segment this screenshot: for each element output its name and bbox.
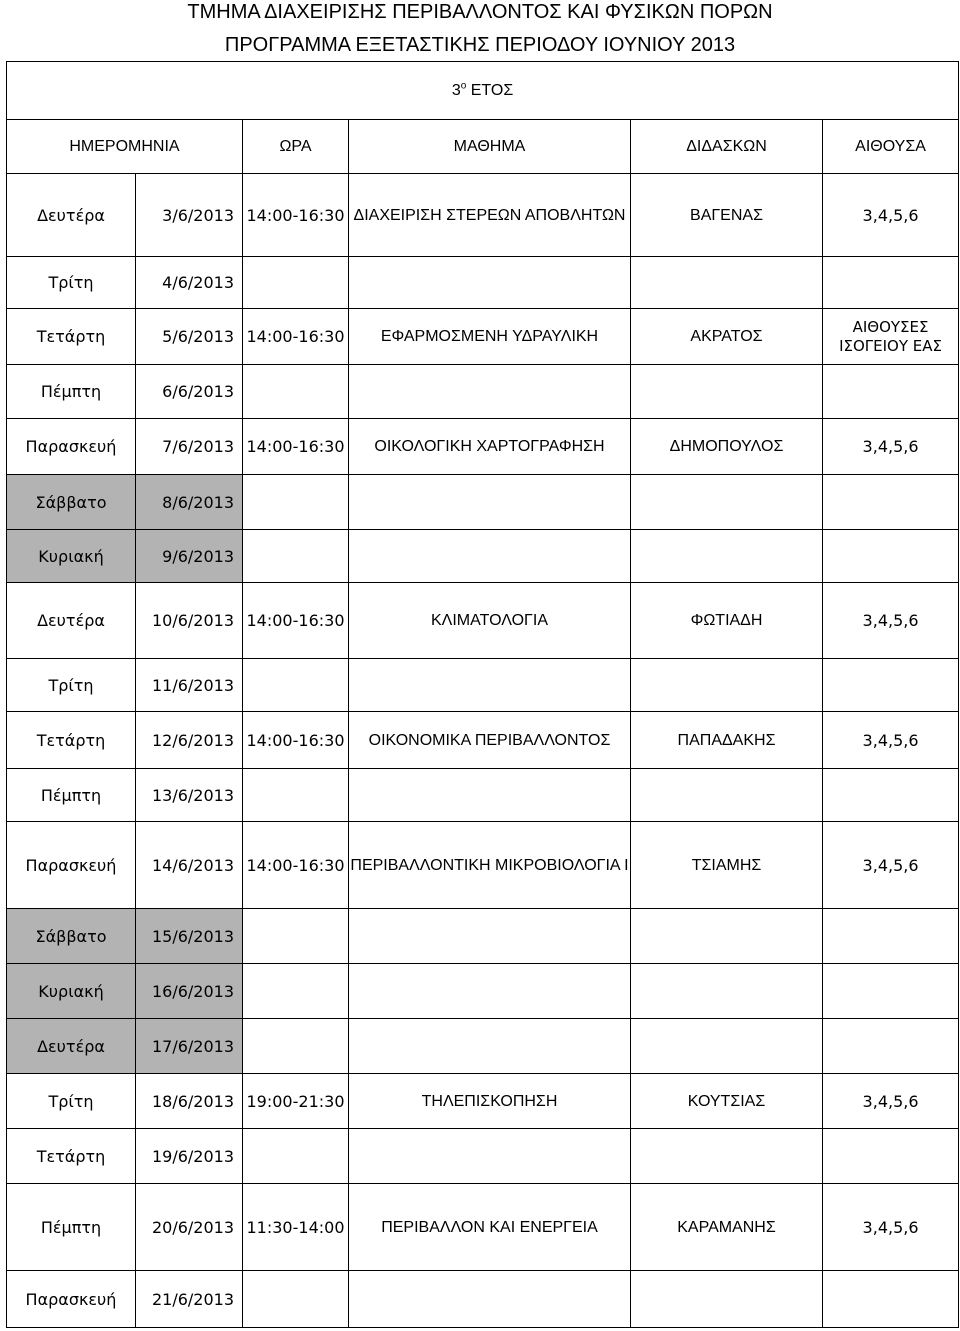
table-row: [7, 257, 959, 309]
date-cell: 11/6/2013: [136, 659, 243, 712]
date-cell: 9/6/2013: [136, 530, 243, 583]
table-row: [7, 1074, 959, 1129]
date-cell: 3/6/2013: [136, 174, 243, 257]
day-cell: Σάββατο: [7, 475, 136, 530]
day-cell: Τετάρτη: [7, 309, 136, 365]
room-cell: [823, 309, 959, 365]
table-row: [7, 174, 959, 257]
course-cell: ΕΦΑΡΜΟΣΜΕΝΗ ΥΔΡΑΥΛΙΚΗ: [349, 309, 631, 365]
course-cell: [349, 257, 631, 309]
date-cell: 19/6/2013: [136, 1129, 243, 1184]
teacher-cell: ΠΑΠΑΔΑΚΗΣ: [631, 712, 823, 769]
time-cell: [243, 1271, 349, 1328]
day-cell: Παρασκευή: [7, 1271, 136, 1328]
time-cell: [243, 365, 349, 419]
course-cell: [349, 1129, 631, 1184]
date-cell: 16/6/2013: [136, 964, 243, 1019]
course-cell: [349, 530, 631, 583]
room-cell: [823, 475, 959, 530]
room-cell: [823, 365, 959, 419]
header-time: ΩΡΑ: [243, 120, 349, 174]
teacher-cell: [631, 769, 823, 822]
day-cell: Πέμπτη: [7, 1184, 136, 1271]
table-row: [7, 964, 959, 1019]
course-cell: ΟΙΚΟΝΟΜΙΚΑ ΠΕΡΙΒΑΛΛΟΝΤΟΣ: [349, 712, 631, 769]
day-cell: Σάββατο: [7, 909, 136, 964]
teacher-cell: [631, 475, 823, 530]
day-cell: Τρίτη: [7, 257, 136, 309]
teacher-cell: ΒΑΓΕΝΑΣ: [631, 174, 823, 257]
teacher-cell: [631, 964, 823, 1019]
course-cell: ΠΕΡΙΒΑΛΛΟΝ ΚΑΙ ΕΝΕΡΓΕΙΑ: [349, 1184, 631, 1271]
day-cell: Τετάρτη: [7, 712, 136, 769]
course-cell: [349, 964, 631, 1019]
time-cell: 14:00-16:30: [243, 419, 349, 475]
date-cell: 14/6/2013: [136, 822, 243, 909]
day-cell: Δευτέρα: [7, 174, 136, 257]
year-number: 3: [451, 82, 461, 99]
table-row: [7, 909, 959, 964]
course-cell: ΤΗΛΕΠΙΣΚΟΠΗΣΗ: [349, 1074, 631, 1129]
room-cell: 3,4,5,6: [823, 1184, 959, 1271]
course-cell: ΚΛΙΜΑΤΟΛΟΓΙΑ: [349, 583, 631, 659]
teacher-cell: [631, 530, 823, 583]
date-cell: 20/6/2013: [136, 1184, 243, 1271]
time-cell: [243, 530, 349, 583]
course-cell: [349, 365, 631, 419]
room-cell: [823, 1019, 959, 1074]
teacher-cell: ΔΗΜΟΠΟΥΛΟΣ: [631, 419, 823, 475]
column-header-row: [7, 120, 959, 174]
teacher-cell: [631, 1271, 823, 1328]
time-cell: [243, 769, 349, 822]
time-cell: [243, 659, 349, 712]
teacher-cell: [631, 659, 823, 712]
time-cell: [243, 909, 349, 964]
room-cell: [823, 964, 959, 1019]
day-cell: Παρασκευή: [7, 822, 136, 909]
day-cell: Πέμπτη: [7, 365, 136, 419]
date-cell: 8/6/2013: [136, 475, 243, 530]
schedule-title: ΠΡΟΓΡΑΜΜΑ ΕΞΕΤΑΣΤΙΚΗΣ ΠΕΡΙΟΔΟΥ ΙΟΥΝΙΟΥ 2013: [224, 34, 736, 56]
table-row: [7, 583, 959, 659]
time-cell: [243, 257, 349, 309]
date-cell: 7/6/2013: [136, 419, 243, 475]
table-row: [7, 309, 959, 365]
time-cell: 11:30-14:00: [243, 1184, 349, 1271]
header-date: ΗΜΕΡΟΜΗΝΙΑ: [7, 120, 243, 174]
table-row: [7, 530, 959, 583]
date-cell: 21/6/2013: [136, 1271, 243, 1328]
table-row: [7, 712, 959, 769]
day-cell: Δευτέρα: [7, 1019, 136, 1074]
teacher-cell: ΚΟΥΤΣΙΑΣ: [631, 1074, 823, 1129]
room-cell: 3,4,5,6: [823, 822, 959, 909]
course-cell: [349, 659, 631, 712]
header-course: ΜΑΘΗΜΑ: [349, 120, 631, 174]
teacher-cell: ΚΑΡΑΜΑΝΗΣ: [631, 1184, 823, 1271]
date-cell: 5/6/2013: [136, 309, 243, 365]
header-teacher: ΔΙΔΑΣΚΩΝ: [631, 120, 823, 174]
year-label: ΕΤΟΣ: [470, 82, 514, 99]
teacher-cell: [631, 1019, 823, 1074]
time-cell: 14:00-16:30: [243, 309, 349, 365]
year-row: [7, 62, 959, 120]
day-cell: Κυριακή: [7, 964, 136, 1019]
date-cell: 6/6/2013: [136, 365, 243, 419]
date-cell: 12/6/2013: [136, 712, 243, 769]
room-line: ΙΣΟΓΕΙΟΥ ΕΑΣ: [839, 336, 942, 355]
course-cell: [349, 909, 631, 964]
year-cell: [7, 62, 959, 120]
table-row: [7, 419, 959, 475]
course-cell: [349, 475, 631, 530]
time-cell: [243, 1019, 349, 1074]
time-cell: 14:00-16:30: [243, 583, 349, 659]
table-row: [7, 769, 959, 822]
room-cell: 3,4,5,6: [823, 174, 959, 257]
room-cell: [823, 769, 959, 822]
time-cell: [243, 475, 349, 530]
course-cell: ΟΙΚΟΛΟΓΙΚΗ ΧΑΡΤΟΓΡΑΦΗΣΗ: [349, 419, 631, 475]
table-row: [7, 475, 959, 530]
room-cell: 3,4,5,6: [823, 419, 959, 475]
day-cell: Τρίτη: [7, 659, 136, 712]
day-cell: Τρίτη: [7, 1074, 136, 1129]
day-cell: Παρασκευή: [7, 419, 136, 475]
time-cell: 14:00-16:30: [243, 712, 349, 769]
table-row: [7, 659, 959, 712]
teacher-cell: ΤΣΙΑΜΗΣ: [631, 822, 823, 909]
exam-schedule-table: [6, 61, 959, 1328]
table-row: [7, 1271, 959, 1328]
day-cell: Τετάρτη: [7, 1129, 136, 1184]
room-cell: 3,4,5,6: [823, 712, 959, 769]
table-row: [7, 1129, 959, 1184]
date-cell: 18/6/2013: [136, 1074, 243, 1129]
course-cell: ΠΕΡΙΒΑΛΛΟΝΤΙΚΗ ΜΙΚΡΟΒΙΟΛΟΓΙΑ Ι: [349, 822, 631, 909]
date-cell: 13/6/2013: [136, 769, 243, 822]
time-cell: [243, 1129, 349, 1184]
course-cell: ΔΙΑΧΕΙΡΙΣΗ ΣΤΕΡΕΩΝ ΑΠΟΒΛΗΤΩΝ: [349, 174, 631, 257]
course-cell: [349, 1019, 631, 1074]
day-cell: Δευτέρα: [7, 583, 136, 659]
teacher-cell: [631, 909, 823, 964]
room-cell: 3,4,5,6: [823, 583, 959, 659]
teacher-cell: ΦΩΤΙΑΔΗ: [631, 583, 823, 659]
day-cell: Πέμπτη: [7, 769, 136, 822]
room-cell: [823, 1129, 959, 1184]
room-cell: [823, 530, 959, 583]
teacher-cell: [631, 365, 823, 419]
table-row: [7, 1019, 959, 1074]
date-cell: 10/6/2013: [136, 583, 243, 659]
time-cell: 14:00-16:30: [243, 174, 349, 257]
year-superscript: ο: [460, 80, 467, 92]
table-row: [7, 822, 959, 909]
time-cell: [243, 964, 349, 1019]
course-cell: [349, 1271, 631, 1328]
date-cell: 17/6/2013: [136, 1019, 243, 1074]
time-cell: 14:00-16:30: [243, 822, 349, 909]
room-cell: 3,4,5,6: [823, 1074, 959, 1129]
teacher-cell: ΑΚΡΑΤΟΣ: [631, 309, 823, 365]
department-title: ΤΜΗΜΑ ΔΙΑΧΕΙΡΙΣΗΣ ΠΕΡΙΒΑΛΛΟΝΤΟΣ ΚΑΙ ΦΥΣΙΚΩΝ ΠΟΡΩΝ: [187, 1, 773, 23]
teacher-cell: [631, 1129, 823, 1184]
room-line: ΑΙΘΟΥΣΕΣ: [852, 317, 929, 336]
teacher-cell: [631, 257, 823, 309]
table-row: [7, 365, 959, 419]
room-cell: [823, 257, 959, 309]
date-cell: 4/6/2013: [136, 257, 243, 309]
header-room: ΑΙΘΟΥΣΑ: [823, 120, 959, 174]
room-cell: [823, 1271, 959, 1328]
room-cell: [823, 659, 959, 712]
table-row: [7, 1184, 959, 1271]
time-cell: 19:00-21:30: [243, 1074, 349, 1129]
course-cell: [349, 769, 631, 822]
day-cell: Κυριακή: [7, 530, 136, 583]
room-cell: [823, 909, 959, 964]
date-cell: 15/6/2013: [136, 909, 243, 964]
